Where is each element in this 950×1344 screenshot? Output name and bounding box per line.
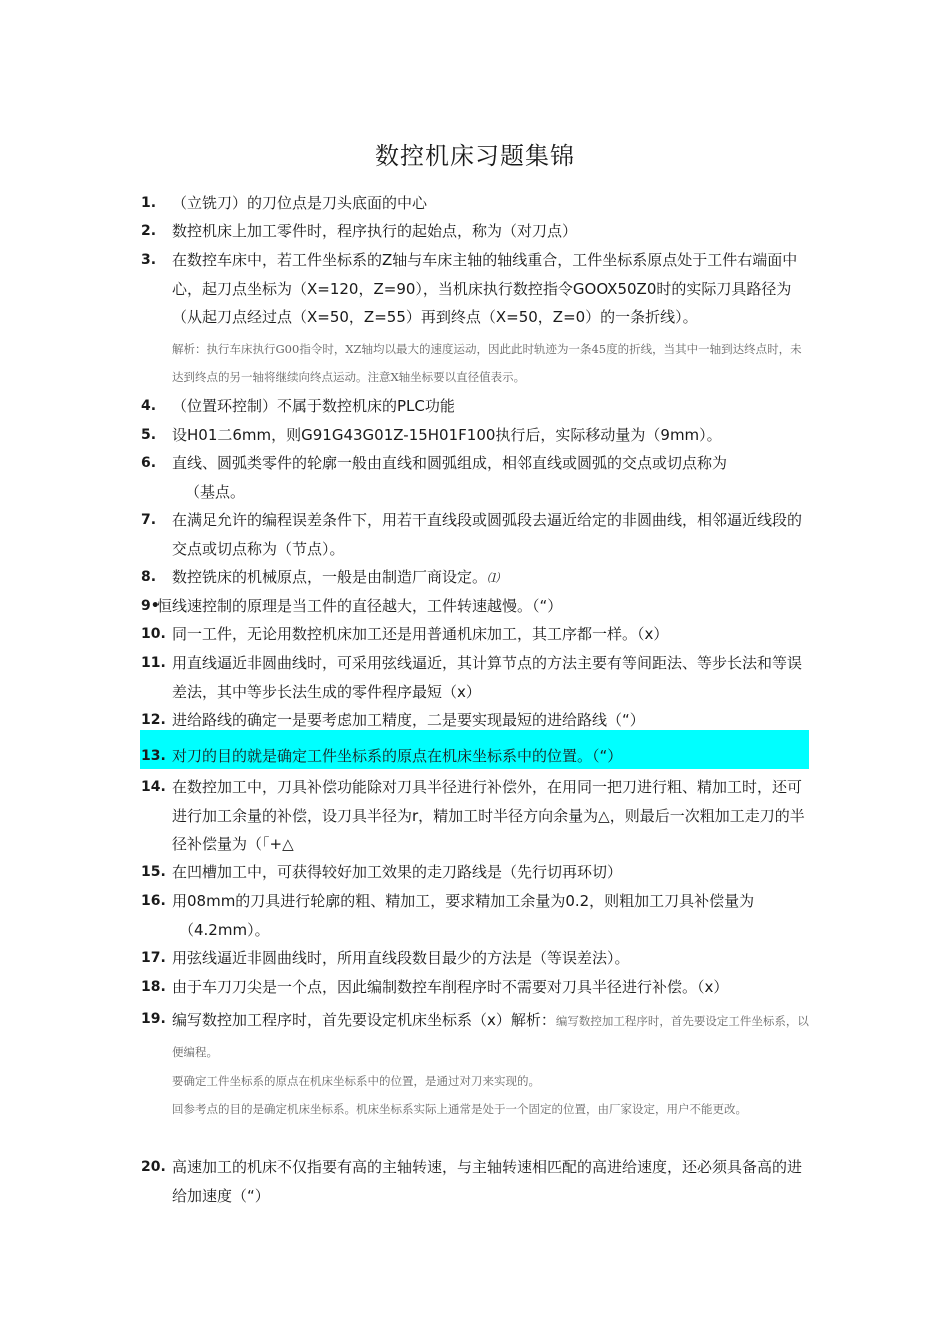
page-title: 数控机床习题集锦 — [375, 142, 575, 170]
item-number: 4. — [141, 398, 157, 414]
item-text: 在满足允许的编程误差条件下，用若干直线段或圆弧段去逼近给定的非圆曲线，相邻逼近线段的交点或切点称为（节点）。 — [172, 511, 803, 558]
list-item — [141, 1153, 811, 1210]
item-text-continued: （基点。 — [185, 482, 246, 501]
item-text: 用直线逼近非圆曲线时，可采用弦线逼近，其计算节点的方法主要有等间距法、等步长法和等误差法，其中等步长法生成的零件程序最短（x） — [172, 654, 803, 701]
item-text: 对刀的目的就是确定工件坐标系的原点在机床坐标系中的位置。（“） — [172, 747, 623, 765]
list-item — [141, 217, 811, 246]
item-number: 9• — [141, 598, 160, 614]
item-text: 由于车刀刀尖是一个点，因此编制数控车削程序时不需要对刀具半径进行补偿。（x） — [172, 978, 729, 996]
list-item — [141, 592, 811, 621]
item-number: 13. — [141, 748, 166, 764]
item-mark: ⑴ — [487, 571, 500, 585]
item-number: 8. — [141, 569, 157, 585]
item-number: 5. — [141, 427, 157, 443]
list-item — [141, 944, 811, 973]
list-item — [141, 563, 811, 593]
item-number: 12. — [141, 712, 166, 728]
item-text: 用弦线逼近非圆曲线时，所用直线段数目最少的方法是（等误差法）。 — [172, 949, 630, 967]
item-text: 同一工件，无论用数控机床加工还是用普通机床加工，其工序都一样。（x） — [172, 625, 669, 643]
list-item — [141, 1005, 811, 1067]
item-text: 数控机床上加工零件时，程序执行的起始点，称为（对刀点） — [172, 222, 578, 240]
list-item — [141, 392, 811, 421]
list-item — [141, 449, 811, 506]
list-item — [141, 973, 811, 1002]
item-number: 7. — [141, 512, 157, 528]
item-note: 编写数控加工程序时，首先要设定工件坐标系，以便编程。 — [172, 1014, 809, 1059]
item-text: 进给路线的确定一是要考虑加工精度，二是要实现最短的进给路线（“） — [172, 711, 645, 729]
list-item — [141, 742, 811, 771]
list-item — [141, 506, 811, 563]
item-number: 3. — [141, 252, 157, 268]
item-text: 在凹槽加工中，可获得较好加工效果的走刀路线是（先行切再环切） — [172, 863, 623, 881]
item-text: 高速加工的机床不仅指要有高的主轴转速，与主轴转速相匹配的高进给速度，还必须具备高的进给加速度（“） — [172, 1158, 803, 1205]
item-number: 19. — [141, 1011, 166, 1027]
list-item — [141, 649, 811, 706]
item-text: 设H01二6mm，则G91G43G01Z-15H01F100执行后，实际移动量为（9mm）。 — [172, 426, 722, 444]
item-number: 14. — [141, 779, 166, 795]
item-text-continued: （4.2mm）。 — [179, 920, 270, 939]
item-number: 2. — [141, 223, 157, 239]
item-text: 在数控加工中，刀具补偿功能除对刀具半径进行补偿外，在用同一把刀进行粗、精加工时，还可进行加工余量的补偿，设刀具半径为r，精加工时半径方向余量为△，则最后一次粗加工走刀的半径补偿量为（「+△ — [172, 778, 805, 853]
list-item — [141, 706, 811, 735]
item-number: 6. — [141, 455, 157, 471]
item-number: 20. — [141, 1159, 166, 1175]
item-text: 用08mm的刀具进行轮廓的粗、精加工，要求精加工余量为0.2，则粗加工刀具补偿量为 — [172, 892, 755, 910]
item-text: 编写数控加工程序时，首先要设定机床坐标系（x）解析： — [172, 1011, 556, 1029]
item-number: 15. — [141, 864, 166, 880]
item-number: 18. — [141, 979, 166, 995]
item-text: （位置环控制）不属于数控机床的PLC功能 — [172, 397, 455, 415]
list-item — [141, 887, 811, 944]
list-item — [141, 620, 811, 649]
item-note: 解析：执行车床执行G00指令时，XZ轴均以最大的速度运动，因此此时轨迹为一条45度的折线，当其中一轴到达终点时，未达到终点的另一轴将继续向终点运动。注意X轴坐标要以直径值表示。 — [172, 342, 802, 384]
list-item — [141, 421, 811, 450]
item-text: 在数控车床中，若工件坐标系的Z轴与车床主轴的轴线重合，工件坐标系原点处于工件右端面中心，起刀点坐标为（X=120，Z=90），当机床执行数控指令GOOX50Z0时的实际刀具路径为（从起刀点经过点（X=50，Z=55）再到终点（X=50，Z=0）的一条折线）。 — [172, 251, 798, 326]
item-number: 11. — [141, 655, 166, 671]
item-text: （立铣刀）的刀位点是刀头底面的中心 — [172, 194, 428, 212]
item-number: 16. — [141, 893, 166, 909]
item-text: 恒线速控制的原理是当工件的直径越大，工件转速越慢。（“） — [157, 597, 563, 615]
item-number: 1. — [141, 195, 157, 211]
item-number: 17. — [141, 950, 166, 966]
item-number: 10. — [141, 626, 166, 642]
item-text: 直线、圆弧类零件的轮廓一般由直线和圆弧组成，相邻直线或圆弧的交点或切点称为 — [172, 454, 728, 472]
list-item — [141, 189, 811, 218]
list-item — [141, 773, 811, 859]
list-item — [141, 246, 811, 332]
item-text: 数控铣床的机械原点，一般是由制造厂商设定。 — [172, 568, 488, 586]
item-note-extra: 要确定工件坐标系的原点在机床坐标系中的位置，是通过对刀来实现的。 — [172, 1074, 540, 1088]
item-note-extra: 回参考点的目的是确定机床坐标系。机床坐标系实际上通常是处于一个固定的位置，由厂家设定，用户不能更改。 — [172, 1102, 747, 1116]
list-item — [141, 858, 811, 887]
